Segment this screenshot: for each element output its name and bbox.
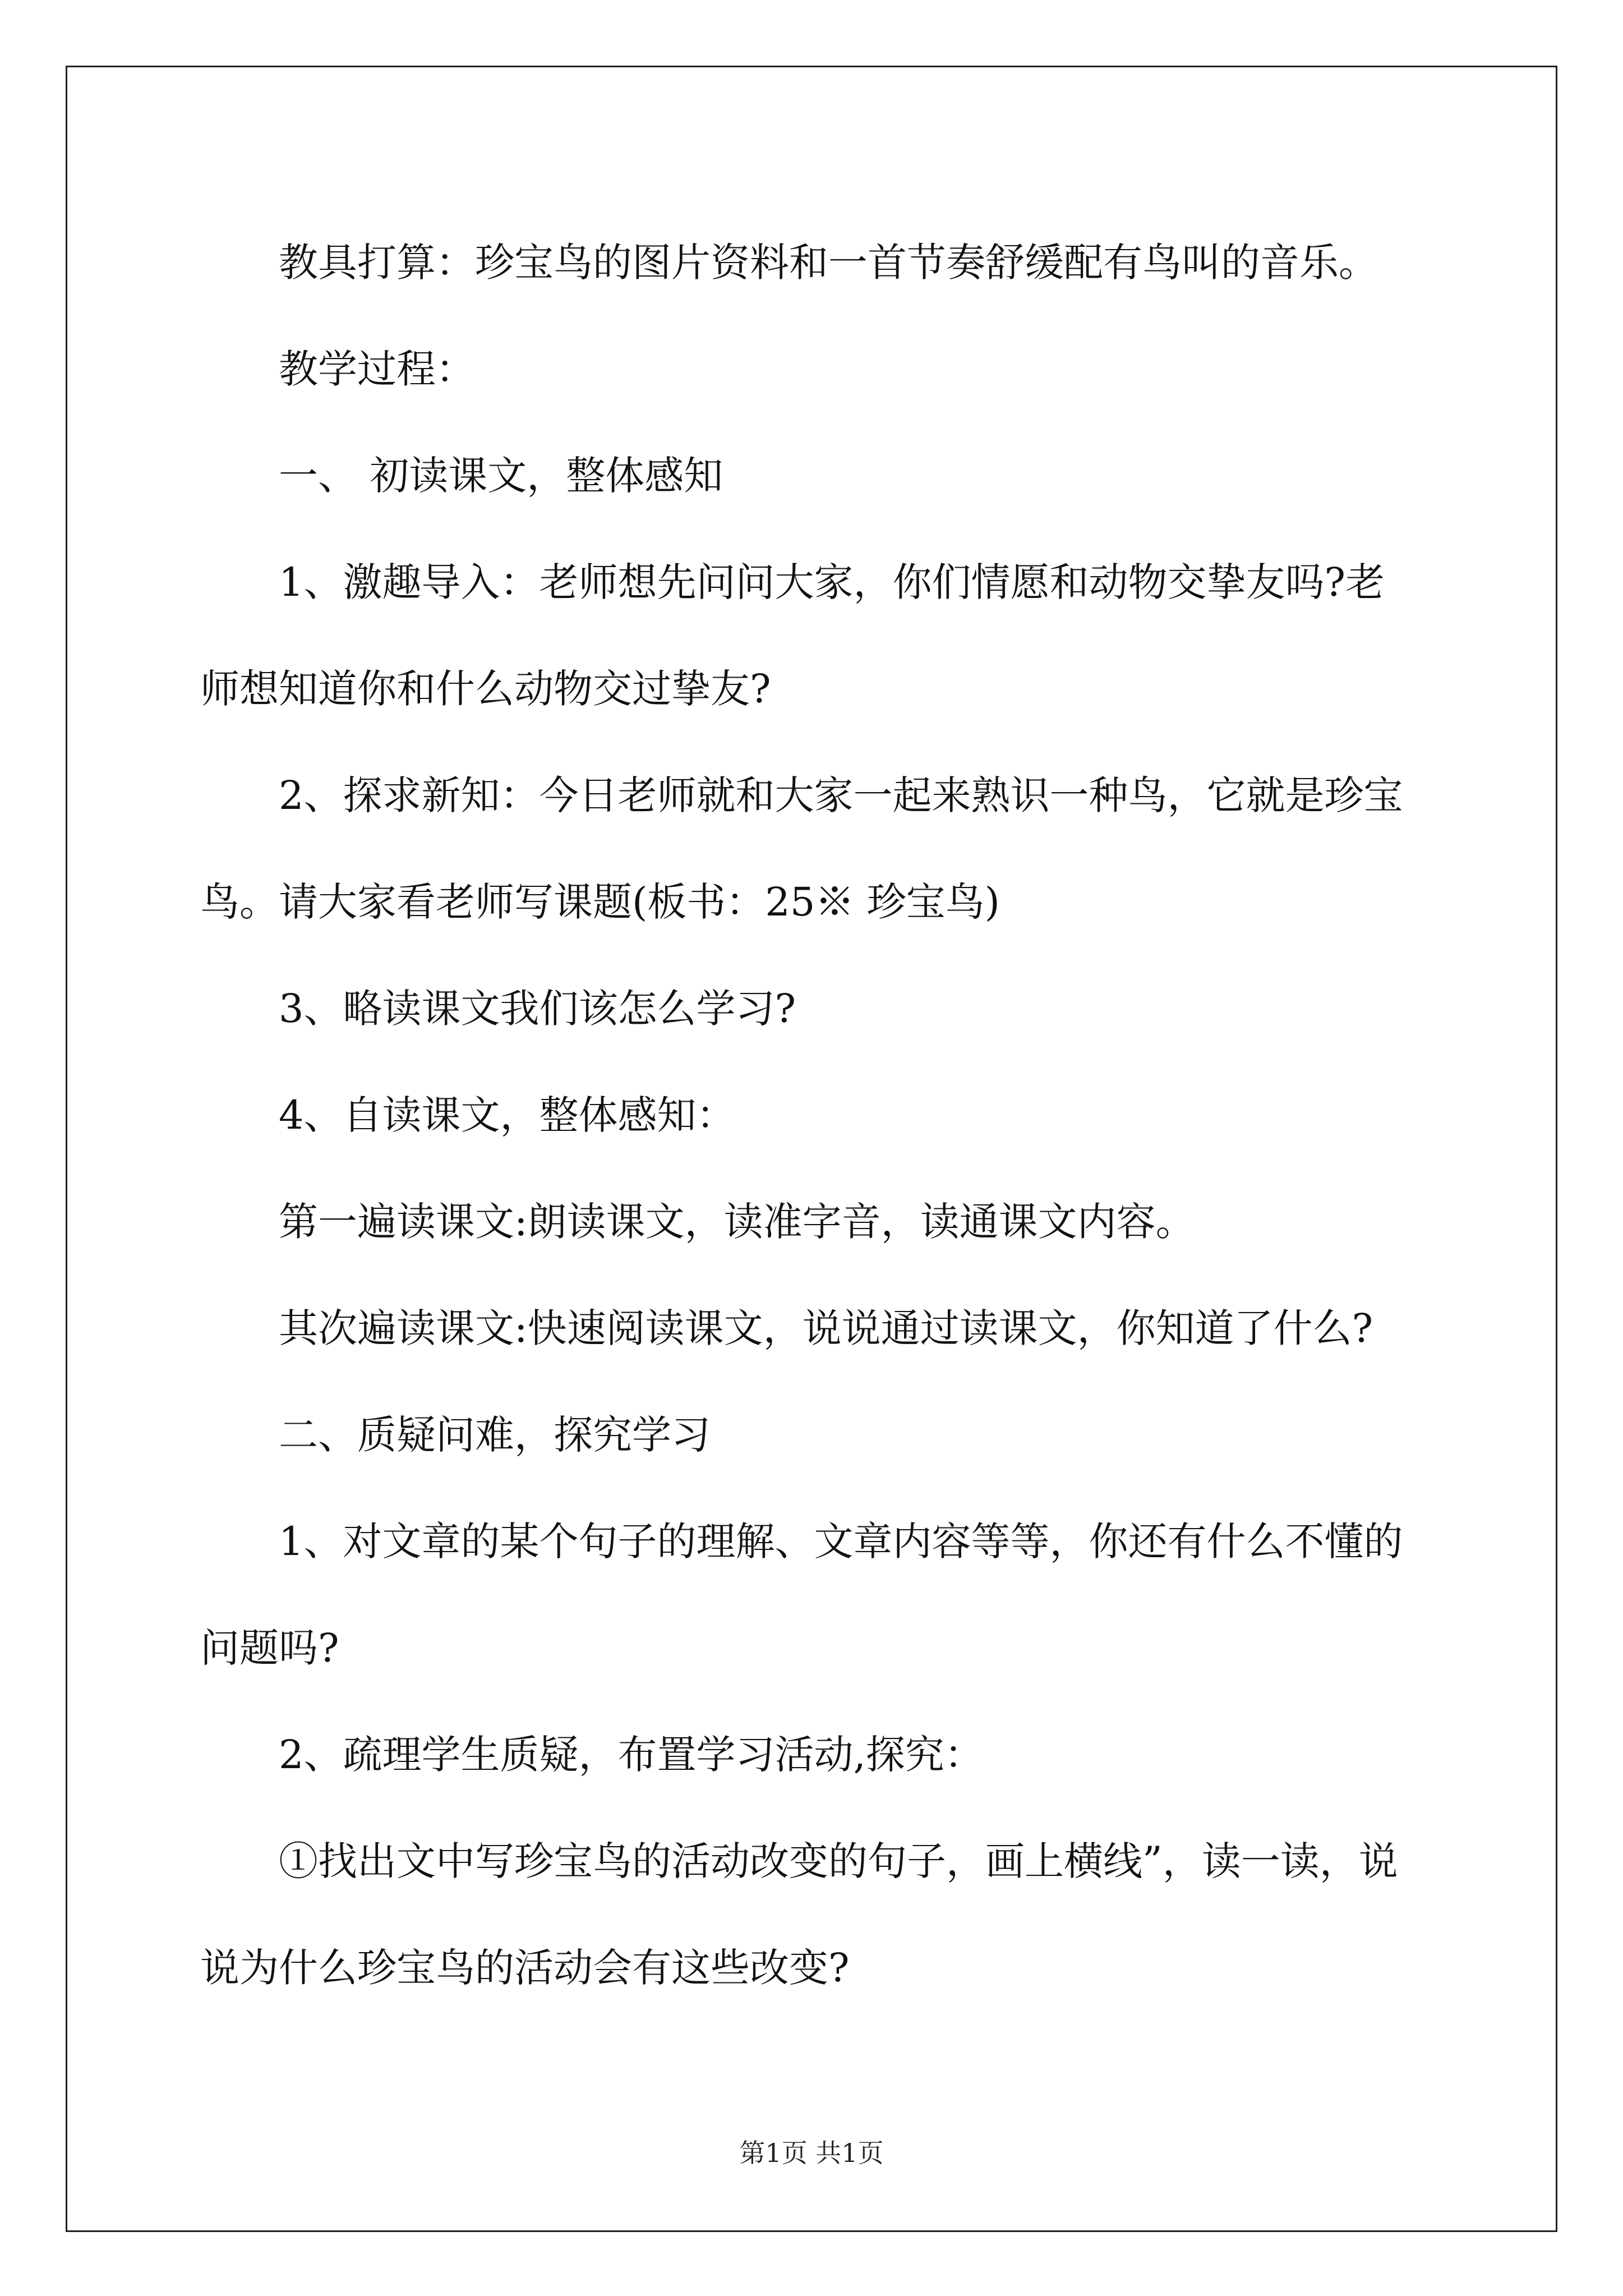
section-heading-first-reading: 一、 初读课文，整体感知 bbox=[279, 453, 723, 499]
paragraph-first-read: 第一遍读课文:朗读课文，读准字音，读通课文内容。 bbox=[279, 1199, 1195, 1245]
paragraph-second-read: 其次遍读课文:快速阅读课文，说说通过读课文，你知道了什么? bbox=[279, 1305, 1373, 1351]
paragraph-new-knowledge: 2、探求新知：今日老师就和大家一起来熟识一种鸟，它就是珍宝鸟。请大家看老师写课题(板书：25※ 珍宝鸟) bbox=[200, 772, 1403, 925]
paragraph-teaching-aids: 教具打算：珍宝鸟的图片资料和一首节奏舒缓配有鸟叫的音乐。 bbox=[279, 240, 1378, 286]
page-footer: 第1页 共1页 bbox=[739, 2138, 884, 2168]
paragraph-skim-reading: 3、略读课文我们该怎么学习? bbox=[279, 986, 796, 1032]
paragraph-introduction: 1、激趣导入：老师想先问问大家，你们情愿和动物交挚友吗?老师想知道你和什么动物交过挚友? bbox=[200, 559, 1385, 712]
paragraph-questions: 1、对文章的某个句子的理解、文章内容等等，你还有什么不懂的问题吗? bbox=[200, 1519, 1403, 1671]
section-heading-questions: 二、质疑问难，探究学习 bbox=[279, 1412, 711, 1458]
document-body bbox=[200, 209, 1423, 2021]
paragraph-find-sentences: ①找出文中写珍宝鸟的活动改变的句子，画上横线”，读一读，说说为什么珍宝鸟的活动会有这些改变? bbox=[200, 1838, 1398, 1991]
paragraph-self-reading: 4、自读课文，整体感知： bbox=[279, 1092, 736, 1138]
paragraph-arrange-activities: 2、疏理学生质疑，布置学习活动,探究： bbox=[279, 1732, 984, 1778]
paragraph-teaching-process: 教学过程： bbox=[279, 346, 475, 392]
